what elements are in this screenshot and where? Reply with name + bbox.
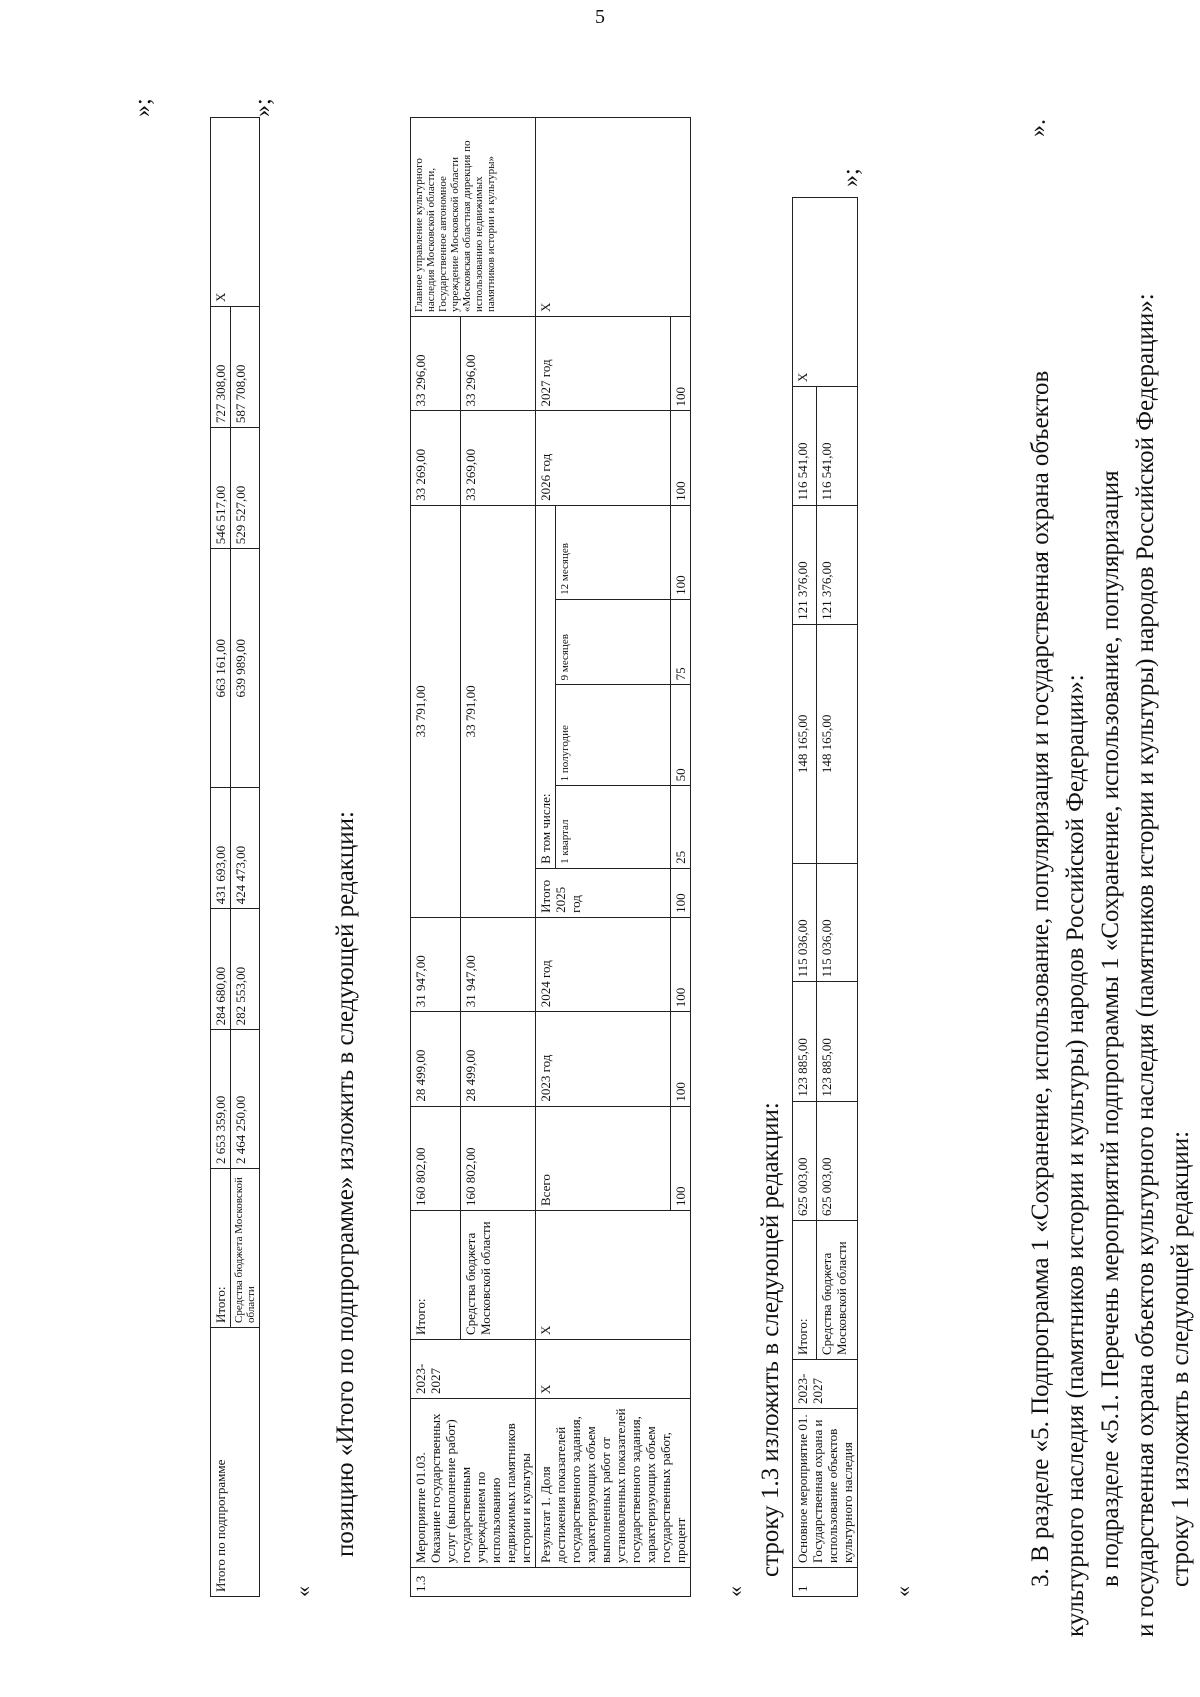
- t3-row1-2027: 727 308,00: [211, 307, 231, 428]
- t2-v-h1: 50: [671, 685, 691, 786]
- t2-v-m9: 75: [671, 599, 691, 685]
- t1-row1-2023: 123 885,00: [793, 982, 817, 1101]
- t3-row2-2023: 282 553,00: [231, 909, 260, 1030]
- t3-row1-2024: 431 693,00: [211, 788, 231, 909]
- table-total: [210, 117, 260, 1597]
- t3-row2-label: Средства бюджета Московской области: [231, 1169, 260, 1328]
- t2-result-period: X: [536, 1340, 691, 1399]
- t1-num: 1: [793, 1568, 858, 1597]
- t1-row2-label: Средства бюджета Московской области: [816, 1221, 857, 1360]
- intro-line-2: культурного наследия (памятников истории и культуры) народов Российской Федерации»:: [1062, 674, 1089, 1637]
- t2-h-2025: Итого 2025 год: [536, 868, 671, 917]
- t3-row2-2025: 639 989,00: [231, 549, 260, 788]
- t2-v-2023: 100: [671, 1012, 691, 1106]
- t1-row1-2024: 115 036,00: [793, 863, 817, 982]
- t3-row2-2024: 424 473,00: [231, 788, 260, 909]
- line-7: позицию «Итого по подпрограмме» изложить в следующей редакции:: [332, 811, 359, 1557]
- t1-resp: X: [793, 198, 858, 387]
- t3-row1-2023: 284 680,00: [211, 909, 231, 1030]
- quote-close-4: »;: [130, 98, 156, 117]
- t2-result-resp: X: [536, 118, 691, 317]
- quote-open-2: «: [722, 1586, 747, 1597]
- table-line-1: [792, 197, 858, 1597]
- t2-v-2024: 100: [671, 917, 691, 1011]
- t2-name: Мероприятие 01.03. Оказание государственных услуг (выполнение работ) государственным учреждением по использованию недвижимых памятников истории и культуры: [411, 1399, 536, 1568]
- t1-row1-total: 625 003,00: [793, 1101, 817, 1220]
- t1-row1-2025: 148 165,00: [793, 624, 817, 863]
- t3-row1-label: Итого:: [211, 1169, 231, 1328]
- t2-resp: Главное управление культурного наследия Московской области, Государственное автономное учреждение Московской области «Московская областная дирекция по использованию недвижимых памятников истории и культуры»: [411, 118, 536, 317]
- quote-close-3: »;: [250, 98, 276, 117]
- rotated-content: [0, 97, 1200, 1697]
- t2-period: 2023-2027: [411, 1340, 536, 1399]
- t2-row2-label: Средства бюджета Московской области: [461, 1211, 536, 1340]
- t2-h-m9: 9 месяцев: [556, 599, 671, 685]
- t3-row1-2025: 663 161,00: [211, 549, 231, 788]
- t2-row1-2023: 28 499,00: [411, 1012, 461, 1106]
- t2-row1-2025: 33 791,00: [411, 505, 461, 917]
- intro-line-3: в подразделе «5.1. Перечень мероприятий подпрограммы 1 «Сохранение, использование, популяризация: [1097, 470, 1124, 1587]
- t2-row2-total: 160 802,00: [461, 1106, 536, 1210]
- t3-name: Итого по подпрограмме: [211, 1328, 260, 1597]
- t1-row2-2026: 121 376,00: [816, 505, 857, 624]
- t1-row2-2024: 115 036,00: [816, 863, 857, 982]
- t3-row1-total: 2 653 359,00: [211, 1030, 231, 1169]
- t2-row2-2024: 31 947,00: [461, 917, 536, 1011]
- t2-h-m12: 12 месяцев: [556, 505, 671, 599]
- quote-close-1: ».: [1025, 119, 1051, 137]
- t2-row1-2027: 33 296,00: [411, 317, 461, 411]
- t2-row1-2024: 31 947,00: [411, 917, 461, 1011]
- t2-v-q1: 25: [671, 786, 691, 868]
- t2-h-2026: 2026 год: [536, 411, 671, 505]
- t2-num: 1.3: [411, 1568, 691, 1597]
- table-line-1-3: [410, 117, 691, 1597]
- t2-h-total: Всего: [536, 1106, 671, 1210]
- t2-h-2023: 2023 год: [536, 1012, 671, 1106]
- quote-close-2: »;: [838, 168, 864, 187]
- t2-row2-2023: 28 499,00: [461, 1012, 536, 1106]
- t2-row1-total: 160 802,00: [411, 1106, 461, 1210]
- t2-result-source: X: [536, 1211, 691, 1340]
- t2-v-2027: 100: [671, 317, 691, 411]
- t2-v-total: 100: [671, 1106, 691, 1210]
- quote-open-1: «: [890, 1586, 915, 1597]
- t3-row2-2026: 529 527,00: [231, 428, 260, 549]
- t2-row2-2025: 33 791,00: [461, 505, 536, 917]
- t2-h-2027: 2027 год: [536, 317, 671, 411]
- page-number: 5: [595, 6, 605, 28]
- t2-v-2025: 100: [671, 868, 691, 917]
- intro-line-1: 3. В разделе «5. Подпрограмма 1 «Сохранение, использование, популяризация и государственная охрана объектов: [1027, 370, 1054, 1587]
- t1-row2-total: 625 003,00: [816, 1101, 857, 1220]
- quote-open-3: «: [290, 1586, 315, 1597]
- t3-row1-2026: 546 517,00: [211, 428, 231, 549]
- intro-line-5: строку 1 изложить в следующей редакции:: [1167, 1130, 1194, 1587]
- t1-row2-2027: 116 541,00: [816, 387, 857, 506]
- t2-row1-label: Итого:: [411, 1211, 461, 1340]
- t1-row2-2025: 148 165,00: [816, 624, 857, 863]
- t2-result-name: Результат 1. Доля достижения показателей государственного задания, характеризующих объем выполненных работ от установленных показателей государственного задания, характеризующих объем государственных работ, процент: [536, 1399, 691, 1568]
- t2-h-2024: 2024 год: [536, 917, 671, 1011]
- t3-row2-2027: 587 708,00: [231, 307, 260, 428]
- t2-v-m12: 100: [671, 505, 691, 599]
- intro-line-4: и государственная охрана объектов культурного наследия (памятников истории и культуры) народов Российской Федерации»:: [1132, 293, 1159, 1637]
- t1-row1-2027: 116 541,00: [793, 387, 817, 506]
- line-6: строку 1.3 изложить в следующей редакции:: [757, 1102, 784, 1577]
- t1-row2-2023: 123 885,00: [816, 982, 857, 1101]
- t2-v-2026: 100: [671, 411, 691, 505]
- t1-name: Основное мероприятие 01. Государственная охрана и использование объектов культурного наследия: [793, 1409, 858, 1568]
- t1-row1-label: Итого:: [793, 1221, 817, 1360]
- t2-h-q1: 1 квартал: [556, 786, 671, 868]
- t3-resp: X: [211, 118, 260, 307]
- t2-row2-2027: 33 296,00: [461, 317, 536, 411]
- t2-row1-2026: 33 269,00: [411, 411, 461, 505]
- t1-period: 2023-2027: [793, 1360, 858, 1409]
- t2-h-incl: В том числе:: [536, 505, 556, 868]
- t2-row2-2026: 33 269,00: [461, 411, 536, 505]
- t1-row1-2026: 121 376,00: [793, 505, 817, 624]
- t3-row2-total: 2 464 250,00: [231, 1030, 260, 1169]
- t2-h-h1: 1 полугодие: [556, 685, 671, 786]
